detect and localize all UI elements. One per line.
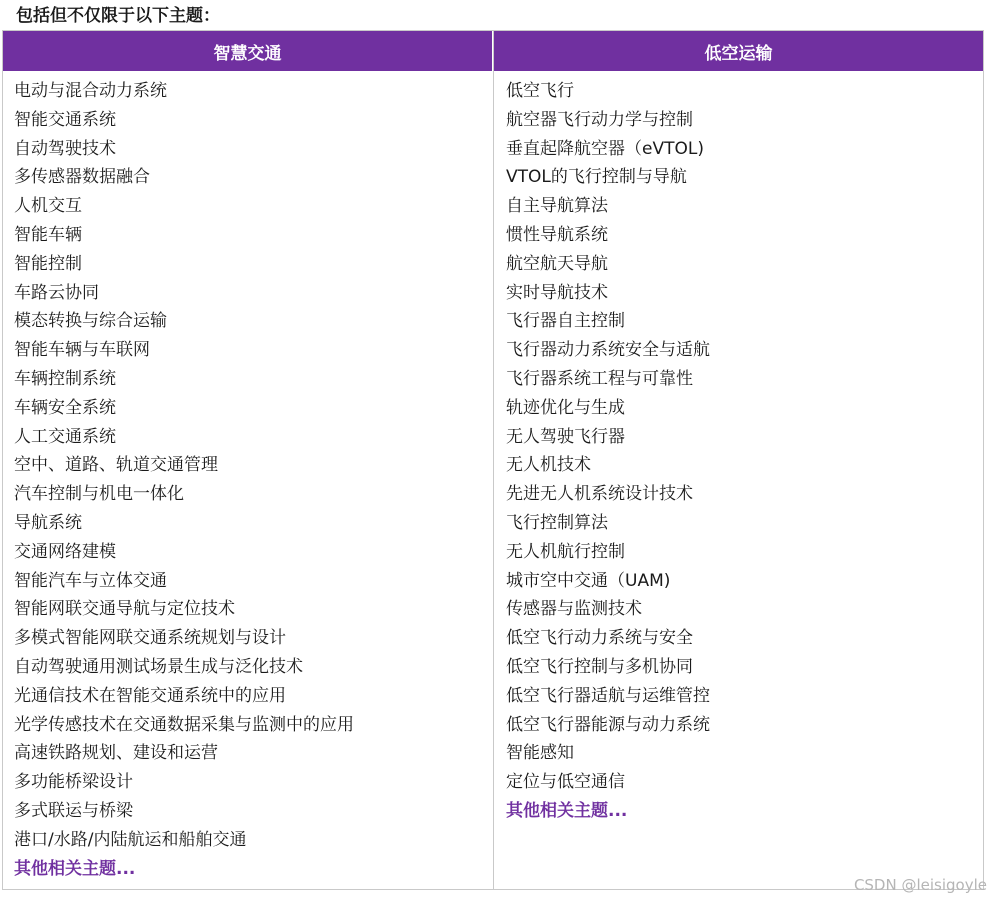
topic-item: 智能车辆 bbox=[14, 224, 82, 245]
topic-item: 无人机技术 bbox=[506, 455, 591, 476]
topic-item: 高速铁路规划、建设和运营 bbox=[14, 743, 218, 764]
topic-item: 智能网联交通导航与定位技术 bbox=[14, 599, 235, 620]
topic-item: 无人驾驶飞行器 bbox=[506, 426, 625, 447]
topic-item: 传感器与监测技术 bbox=[506, 599, 642, 620]
topic-item: 智能感知 bbox=[506, 743, 574, 764]
topic-item: 飞行器动力系统安全与适航 bbox=[506, 340, 710, 361]
topic-item: 人工交通系统 bbox=[14, 426, 116, 447]
topic-item: 模态转换与综合运输 bbox=[14, 311, 167, 332]
topic-item: 人机交互 bbox=[14, 196, 82, 217]
topic-item: 自动驾驶技术 bbox=[14, 138, 116, 159]
topic-item: 轨迹优化与生成 bbox=[506, 397, 625, 418]
topic-item: 自主导航算法 bbox=[506, 196, 608, 217]
topic-item: 多式联运与桥梁 bbox=[14, 800, 133, 821]
topic-item: 智能控制 bbox=[14, 253, 82, 274]
topic-item: 惯性导航系统 bbox=[506, 224, 608, 245]
topic-item: 光通信技术在智能交通系统中的应用 bbox=[14, 685, 286, 706]
topic-item: 航空航天导航 bbox=[506, 253, 608, 274]
topic-item: 低空飞行 bbox=[506, 81, 574, 101]
watermark: CSDN @leisigoyle bbox=[853, 876, 987, 894]
column-header-smart-transport: 智慧交通 bbox=[3, 31, 493, 71]
topic-item: 先进无人机系统设计技术 bbox=[506, 484, 693, 505]
topic-item: 车路云协同 bbox=[14, 282, 99, 303]
topic-item: 飞行器自主控制 bbox=[506, 311, 625, 332]
topic-item: 光学传感技术在交通数据采集与监测中的应用 bbox=[14, 714, 354, 735]
topic-item: 垂直起降航空器（eVTOL) bbox=[506, 138, 704, 159]
topic-item: 汽车控制与机电一体化 bbox=[14, 484, 184, 505]
column-header-low-altitude: 低空运输 bbox=[494, 31, 983, 71]
topic-item: 电动与混合动力系统 bbox=[14, 81, 167, 101]
topic-item: 车辆安全系统 bbox=[14, 397, 116, 418]
column-low-altitude bbox=[494, 31, 983, 889]
topic-item: 多传感器数据融合 bbox=[14, 167, 150, 188]
topic-item: 无人机航行控制 bbox=[506, 541, 625, 562]
topic-item: 飞行控制算法 bbox=[506, 512, 608, 533]
topic-item: 低空飞行器能源与动力系统 bbox=[506, 714, 710, 735]
column-smart-transport bbox=[3, 31, 494, 889]
topic-item: VTOL的飞行控制与导航 bbox=[506, 167, 687, 188]
more-topics-link-smart-transport[interactable]: 其他相关主题... bbox=[14, 858, 136, 879]
topic-item: 智能交通系统 bbox=[14, 109, 116, 130]
topic-item: 智能车辆与车联网 bbox=[14, 340, 150, 361]
topic-list-smart-transport bbox=[3, 71, 493, 855]
topic-item: 实时导航技术 bbox=[506, 282, 608, 303]
topic-item: 车辆控制系统 bbox=[14, 368, 116, 389]
topic-table bbox=[2, 30, 984, 890]
topic-item: 低空飞行器适航与运维管控 bbox=[506, 685, 710, 706]
topic-item: 航空器飞行动力学与控制 bbox=[506, 109, 693, 130]
topic-item: 低空飞行控制与多机协同 bbox=[506, 656, 693, 677]
topic-item: 低空飞行动力系统与安全 bbox=[506, 628, 693, 649]
topic-item: 多功能桥梁设计 bbox=[14, 772, 133, 793]
topic-item: 导航系统 bbox=[14, 512, 82, 533]
topic-item: 港口/水路/内陆航运和船舶交通 bbox=[14, 829, 247, 850]
topic-item: 定位与低空通信 bbox=[506, 772, 625, 793]
topic-item: 城市空中交通（UAM) bbox=[506, 570, 671, 591]
topic-item: 自动驾驶通用测试场景生成与泛化技术 bbox=[14, 656, 303, 677]
topic-item: 多模式智能网联交通系统规划与设计 bbox=[14, 628, 286, 649]
topic-list-low-altitude bbox=[494, 71, 983, 797]
topic-item: 智能汽车与立体交通 bbox=[14, 570, 167, 591]
topic-item: 交通网络建模 bbox=[14, 541, 116, 562]
intro-heading: 包括但不仅限于以下主题： bbox=[16, 6, 220, 26]
topic-item: 空中、道路、轨道交通管理 bbox=[14, 455, 218, 476]
topic-item: 飞行器系统工程与可靠性 bbox=[506, 368, 693, 389]
more-topics-link-low-altitude[interactable]: 其他相关主题... bbox=[506, 800, 628, 821]
